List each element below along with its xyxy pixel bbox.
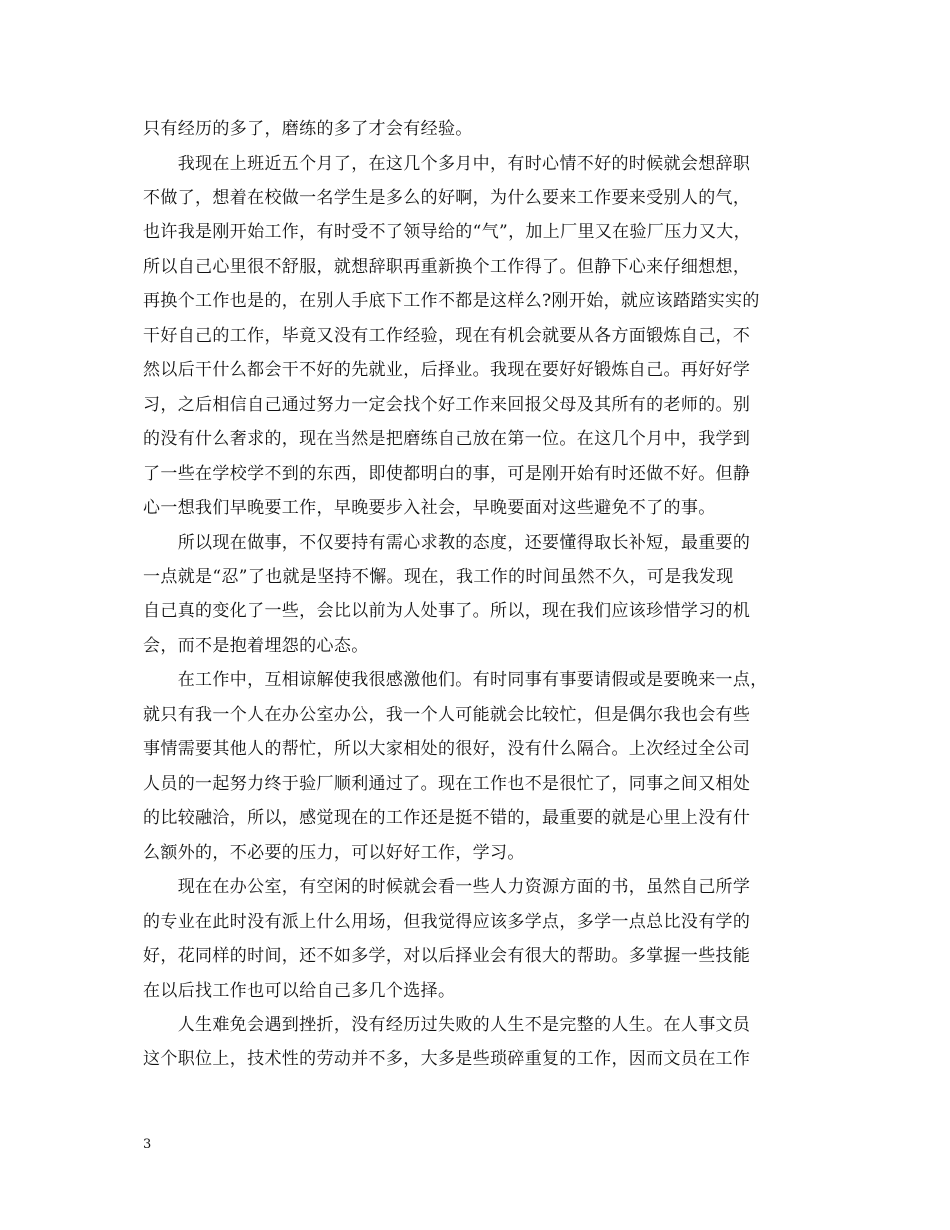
text-line: 所以现在做事，不仅要持有需心求教的态度，还要懂得取长补短，最重要的 — [143, 533, 751, 553]
text-line: 再换个工作也是的，在别人手底下工作不都是这样么?刚开始，就应该踏踏实实的 — [143, 291, 760, 311]
text-line: 不做了，想着在校做一名学生是多么的好啊，为什么要来工作要来受别人的气， — [143, 188, 751, 208]
text-line: 好，花同样的时间，还不如多学，对以后择业会有很大的帮助。多掌握一些技能 — [143, 946, 751, 966]
text-line: 的没有什么奢求的，现在当然是把磨练自己放在第一位。在这几个月中，我学到 — [143, 429, 751, 449]
text-line: 干好自己的工作，毕竟又没有工作经验，现在有机会就要从各方面锻炼自己，不 — [143, 326, 751, 346]
text-line: 自己真的变化了一些，会比以前为人处事了。所以，现在我们应该珍惜学习的机 — [143, 601, 751, 621]
text-line: 我现在上班近五个月了，在这几个多月中，有时心情不好的时候就会想辞职 — [143, 154, 751, 174]
page-number: 3 — [143, 1137, 152, 1152]
text-line: 也许我是刚开始工作，有时受不了领导给的“气”，加上厂里又在验厂压力又大， — [143, 222, 751, 242]
text-line: 么额外的，不必要的压力，可以好好工作，学习。 — [143, 843, 525, 863]
text-line: 所以自己心里很不舒服，就想辞职再重新换个工作得了。但静下心来仔细想想， — [143, 257, 751, 277]
text-line: 的专业在此时没有派上什么用场，但我觉得应该多学点，多学一点总比没有学的 — [143, 912, 751, 932]
text-line: 现在在办公室，有空闲的时候就会看一些人力资源方面的书，虽然自己所学 — [143, 877, 751, 897]
text-line: 这个职位上，技术性的劳动并不多，大多是些琐碎重复的工作，因而文员在工作 — [143, 1049, 751, 1069]
text-line: 的比较融洽，所以，感觉现在的工作还是挺不错的，最重要的就是心里上没有什 — [143, 808, 751, 828]
text-line: 习，之后相信自己通过努力一定会找个好工作来回报父母及其所有的老师的。别 — [143, 395, 751, 415]
text-line: 人生难免会遇到挫折，没有经历过失败的人生不是完整的人生。在人事文员 — [143, 1015, 751, 1035]
text-line: 了一些在学校学不到的东西，即使都明白的事，可是刚开始有时还做不好。但静 — [143, 464, 751, 484]
text-line: 只有经历的多了，磨练的多了才会有经验。 — [143, 119, 473, 139]
text-line: 人员的一起努力终于验厂顺利通过了。现在工作也不是很忙了，同事之间又相处 — [143, 774, 751, 794]
text-line: 就只有我一个人在办公室办公，我一个人可能就会比较忙，但是偶尔我也会有些 — [143, 705, 751, 725]
text-line: 会，而不是抱着埋怨的心态。 — [143, 636, 369, 656]
text-line: 心一想我们早晚要工作，早晚要步入社会，早晚要面对这些避免不了的事。 — [143, 498, 716, 518]
text-line: 事情需要其他人的帮忙，所以大家相处的很好，没有什么隔合。上次经过全公司 — [143, 739, 751, 759]
text-line: 然以后干什么都会干不好的先就业，后择业。我现在要好好锻炼自己。再好好学 — [143, 360, 751, 380]
text-line: 在工作中，互相谅解使我很感激他们。有时同事有事要请假或是要晚来一点， — [143, 670, 768, 690]
text-line: 一点就是“忍”了也就是坚持不懈。现在，我工作的时间虽然不久，可是我发现 — [143, 567, 734, 587]
text-line: 在以后找工作也可以给自己多几个选择。 — [143, 981, 456, 1001]
